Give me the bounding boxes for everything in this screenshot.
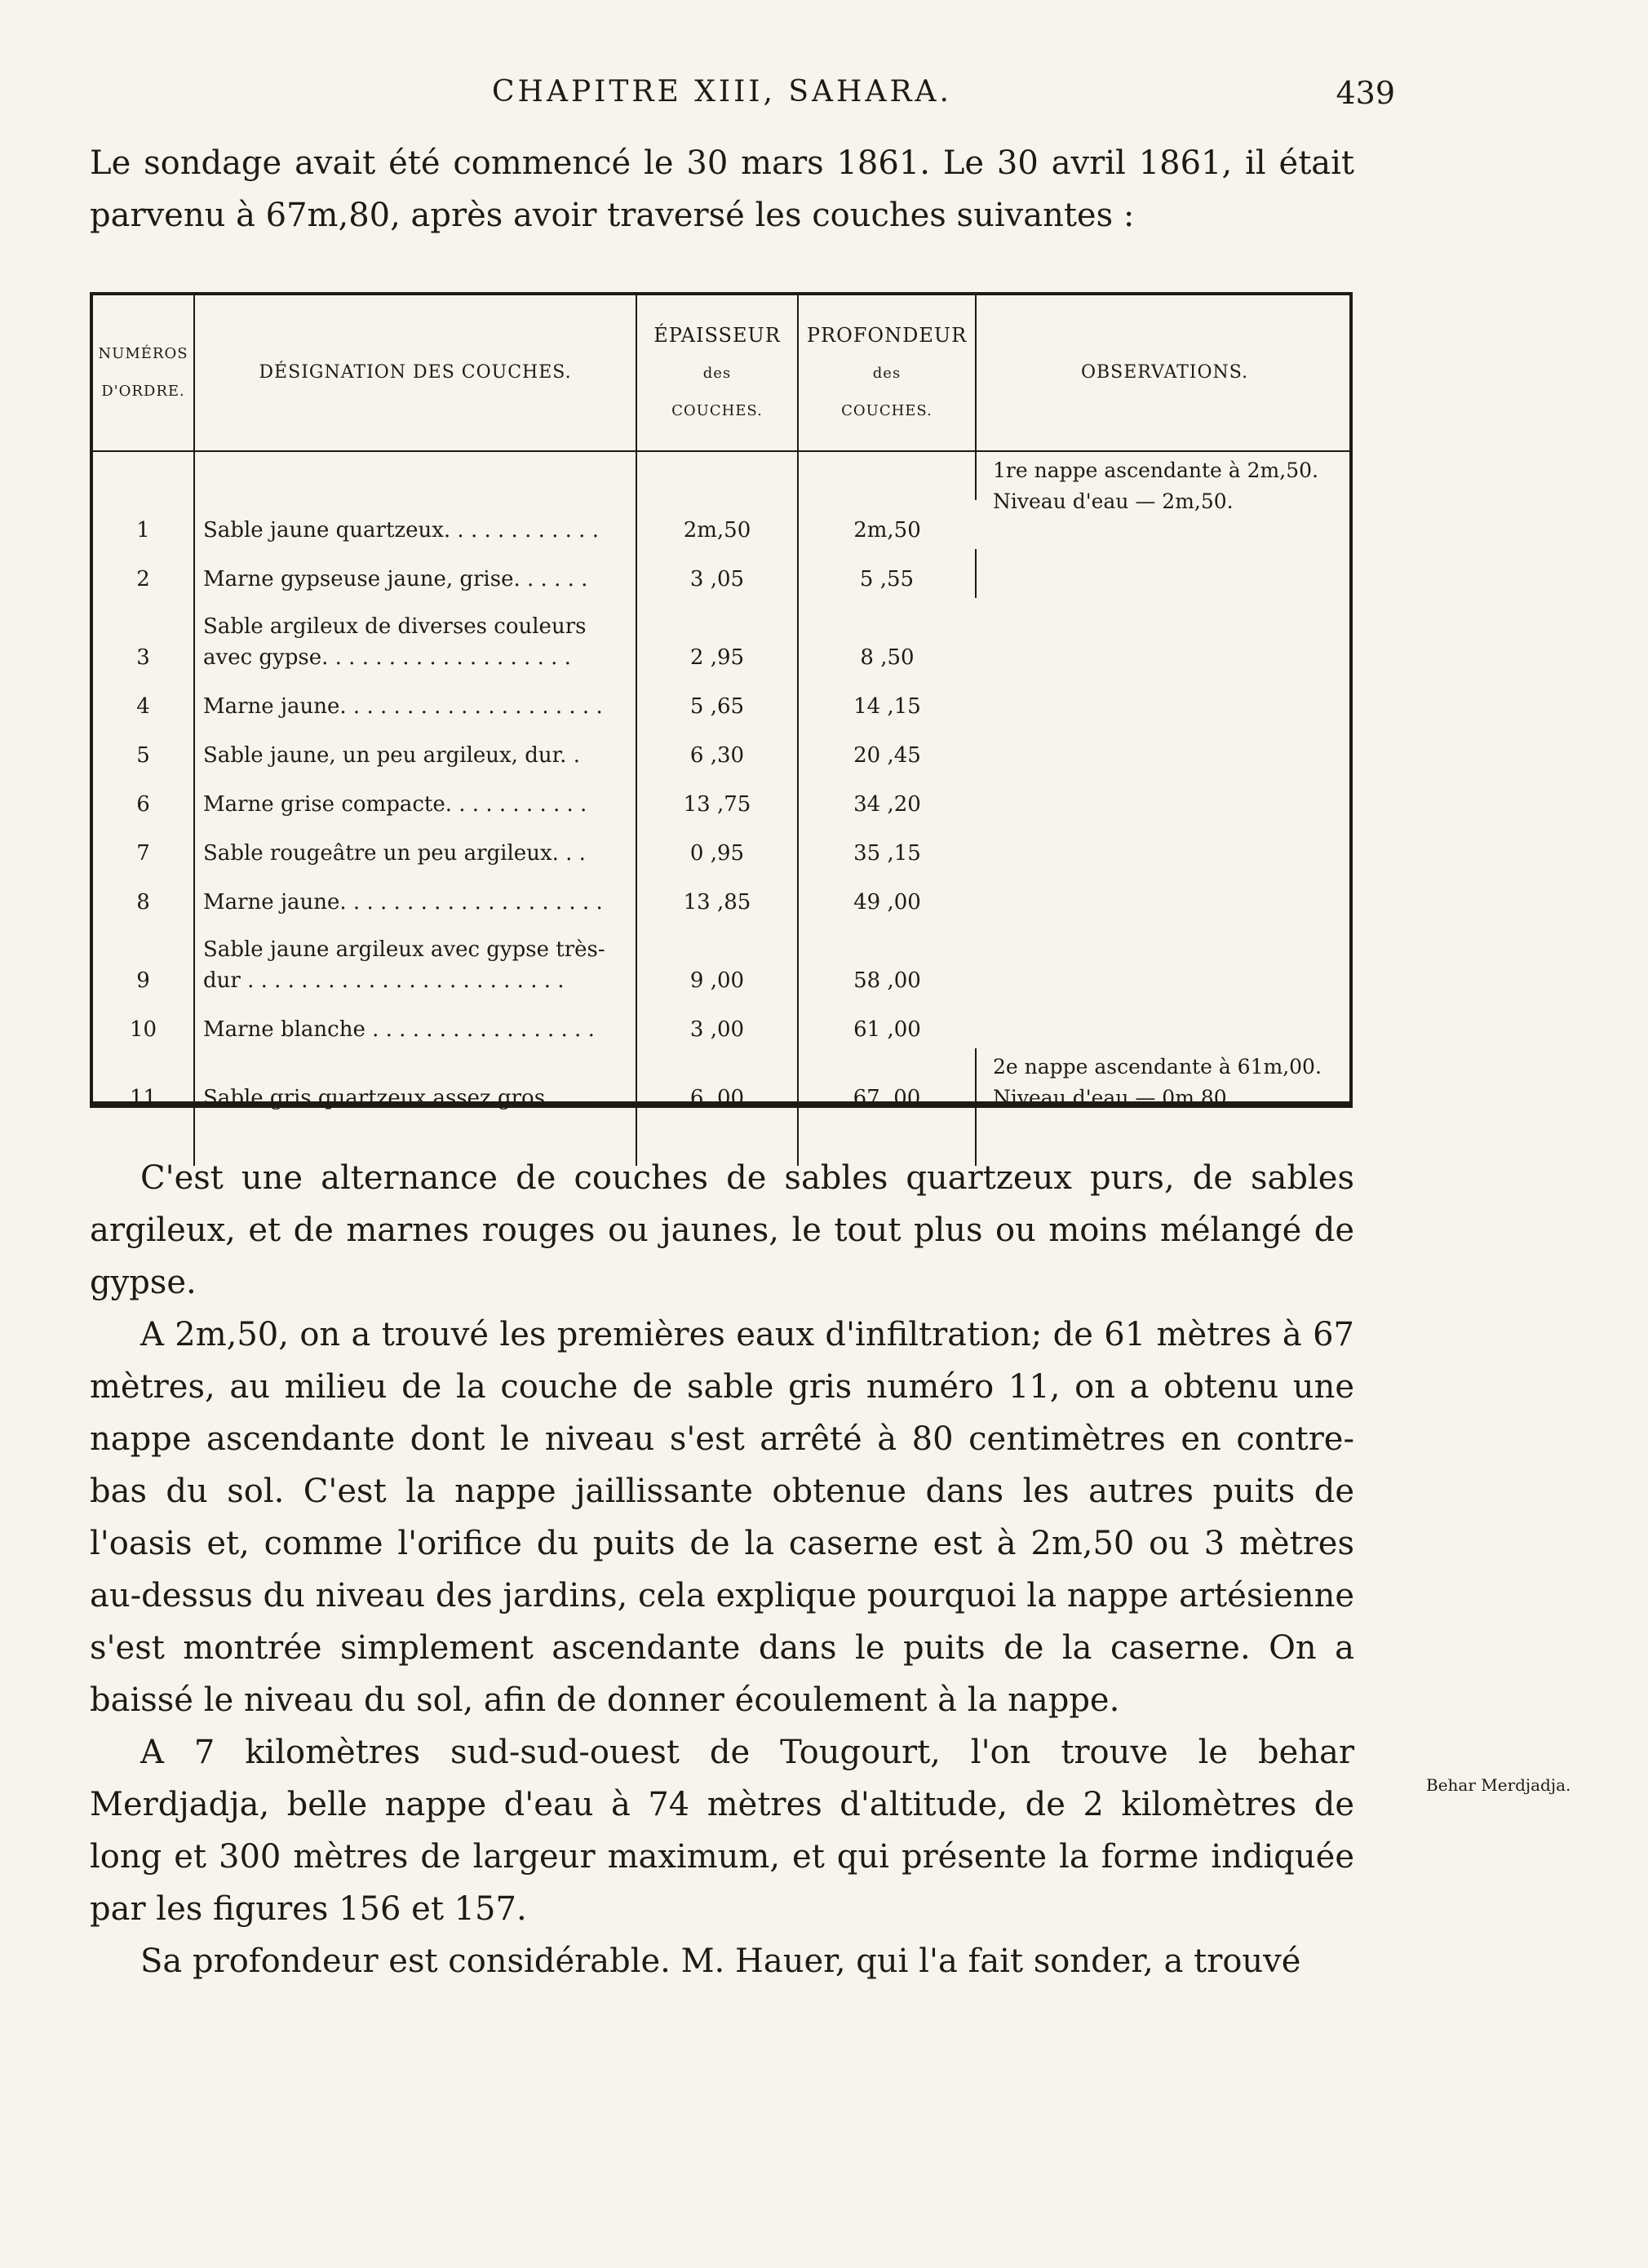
header-epaisseur: ÉPAISSEUR des COUCHES. [636, 295, 798, 451]
header-observations: OBSERVATIONS. [976, 295, 1353, 451]
table-row: 11 Sable gris quartzeux assez gros. . . . 6 ,00 67 ,00 2e nappe ascendante à 61m,00. Niveau d'eau — 0m,80. [93, 1048, 1353, 1117]
table-row: 3 Sable argileux de diverses couleurs avec gypse. . . . . . . . . . . . . . . . . . . 2 ,95 8 ,50 [93, 598, 1353, 676]
paragraph: C'est une alternance de couches de sables quartzeux purs, de sables argileux, et de marnes rouges ou jaunes, le tout plus ou moins mélangé de gypse. [90, 1159, 1354, 1301]
paragraph: Sa profondeur est considérable. M. Hauer, qui l'a fait sonder, a trouvé [140, 1942, 1301, 1980]
table-row: 5 Sable jaune, un peu argileux, dur. . 6 ,30 20 ,45 [93, 725, 1353, 774]
table-row: 6 Marne grise compacte. . . . . . . . . . . 13 ,75 34 ,20 [93, 774, 1353, 823]
paragraph: A 7 kilomètres sud-sud-ouest de Tougourt, l'on trouve le behar Merdjadja, belle nappe d'eau à 74 mètres d'altitude, de 2 kilomètres de long et 300 mètres de largeur maximum, et qui présente la forme indiquée par les figures 156 et 157. [90, 1734, 1354, 1928]
observation-second: 2e nappe ascendante à 61m,00. Niveau d'eau — 0m,80. [993, 1055, 1322, 1110]
margin-note: Behar Merdjadja. [1426, 1775, 1571, 1795]
observation-first: 1re nappe ascendante à 2m,50. Niveau d'eau — 2m,50. [993, 458, 1318, 513]
intro-paragraph [90, 137, 1354, 241]
table-row: 9 Sable jaune argileux avec gypse très-dur . . . . . . . . . . . . . . . . . . . . . . . . 9 ,00 58 ,00 [93, 921, 1353, 999]
table-row: 4 Marne jaune. . . . . . . . . . . . . . . . . . . . 5 ,65 14 ,15 [93, 676, 1353, 725]
header-designation: DÉSIGNATION DES COUCHES. [194, 295, 636, 451]
running-header [90, 75, 1395, 124]
chapter-title: CHAPITRE XIII, SAHARA. [492, 75, 952, 109]
table-row: 1 Sable jaune quartzeux. . . . . . . . . . . . 2m,50 2m,50 [93, 500, 1353, 549]
table-row: 2 Marne gypseuse jaune, grise. . . . . . 3 ,05 5 ,55 [93, 549, 1353, 598]
header-profondeur: PROFONDEUR des COUCHES. [798, 295, 976, 451]
header-numero: NUMÉROS D'ORDRE. [93, 295, 194, 451]
paragraph: A 2m,50, on a trouvé les premières eaux d'infiltration; de 61 mètres à 67 mètres, au milieu de la couche de sable gris numéro 11, on a obtenu une nappe ascendante dont le niveau s'est arrêté à 80 centimètres en contre-bas du sol. C'est la nappe jaillissante obtenue dans les autres puits de l'oasis et, comme l'orifice du puits de la caserne est à 2m,50 ou 3 mètres au-dessus du niveau des jardins, cela explique pourquoi la nappe artésienne s'est montrée simplement ascendante dans le puits de la caserne. On a baissé le niveau du sol, afin de donner écoulement à la nappe. [90, 1316, 1354, 1719]
page-number: 439 [1336, 75, 1395, 111]
table-row: 7 Sable rougeâtre un peu argileux. . . 0 ,95 35 ,15 [93, 823, 1353, 872]
table-row: 10 Marne blanche . . . . . . . . . . . . . . . . . 3 ,00 61 ,00 [93, 999, 1353, 1048]
table-header-row [93, 295, 1353, 451]
body-text [90, 1152, 1354, 1987]
table-row: 8 Marne jaune. . . . . . . . . . . . . . . . . . . . 13 ,85 49 ,00 [93, 872, 1353, 921]
intro-text: Le sondage avait été commencé le 30 mars 1861. Le 30 avril 1861, il était parvenu à 67m,80, après avoir traversé les couches suivantes : [90, 144, 1354, 234]
strata-table [90, 292, 1353, 1108]
